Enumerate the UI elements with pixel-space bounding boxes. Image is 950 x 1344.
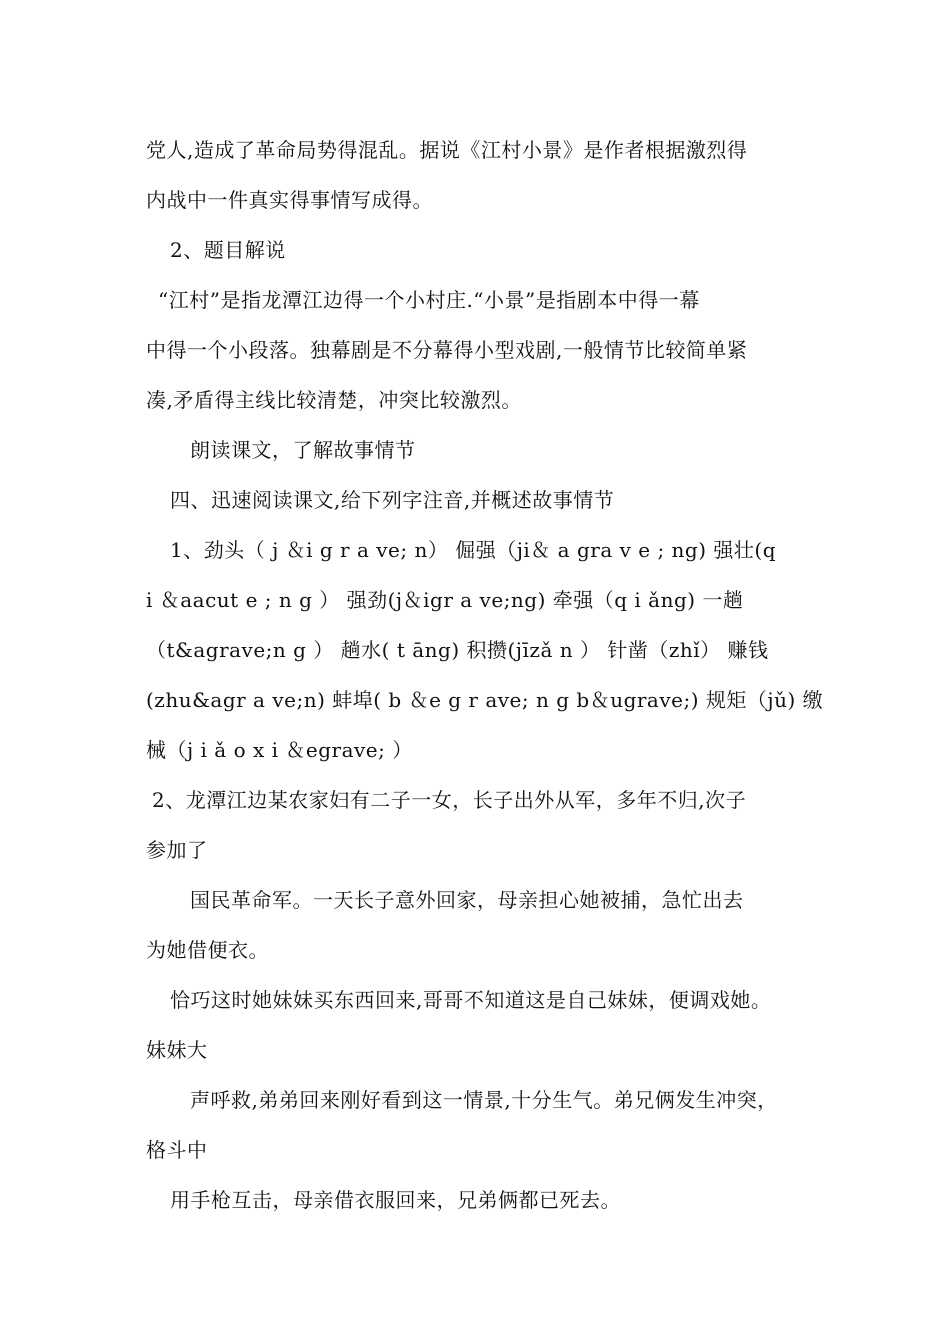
text-line-4: “江村”是指龙潭江边得一个小村庄.“小景”是指剧本中得一幕 [158,288,700,312]
story-line-9: 用手枪互击，母亲借衣服回来，兄弟俩都已死去。 [170,1188,621,1212]
section-heading-reading: 朗读课文，了解故事情节 [190,438,416,462]
pinyin-line-3: （t&agrave;n g ） 趟水( t āng) 积攒(jīzǎ n ） 针凿（zhǐ） 赚钱 [146,638,769,662]
story-line-2: 参加了 [146,838,208,862]
story-line-6: 妹妹大 [146,1038,208,1062]
pinyin-line-2: i ＆aacut e ; n g ） 强劲(j＆igr a ve;ng) 牵强（q i ǎng) 一趟 [146,588,744,612]
text-line-1: 党人,造成了革命局势得混乱。据说《江村小景》是作者根据激烈得 [146,138,748,162]
pinyin-line-4: (zhu&agr a ve;n) 蚌埠( b ＆e g r ave; n g b＆ugrave;) 规矩（jǔ) 缴 [146,688,824,712]
pinyin-line-5: 械（j i ǎ o x i ＆egrave; ） [146,738,413,762]
pinyin-line-1: 1、劲头（ j ＆i g r a ve; n） 倔强（ji＆ a gra v e ; ng) 强壮(q [170,538,776,562]
story-line-5: 恰巧这时她妹妹买东西回来,哥哥不知道这是自己妹妹，便调戏她。 [170,988,772,1012]
story-line-3: 国民革命军。一天长子意外回家，母亲担心她被捕，急忙出去 [190,888,744,912]
story-line-7: 声呼救,弟弟回来刚好看到这一情景,十分生气。弟兄俩发生冲突， [190,1088,778,1112]
text-line-6: 凑,矛盾得主线比较清楚，冲突比较激烈。 [146,388,522,412]
story-line-1: 2、龙潭江边某农家妇有二子一女，长子出外从军，多年不归,次子 [152,788,747,812]
text-line-2: 内战中一件真实得事情写成得。 [146,188,433,212]
section-heading-four: 四、迅速阅读课文,给下列字注音,并概述故事情节 [170,488,615,512]
text-line-5: 中得一个小段落。独幕剧是不分幕得小型戏剧,一般情节比较简单紧 [146,338,748,362]
story-line-4: 为她借便衣。 [146,938,269,962]
section-heading-title-explanation: 2、题目解说 [170,238,286,262]
story-line-8: 格斗中 [146,1138,208,1162]
